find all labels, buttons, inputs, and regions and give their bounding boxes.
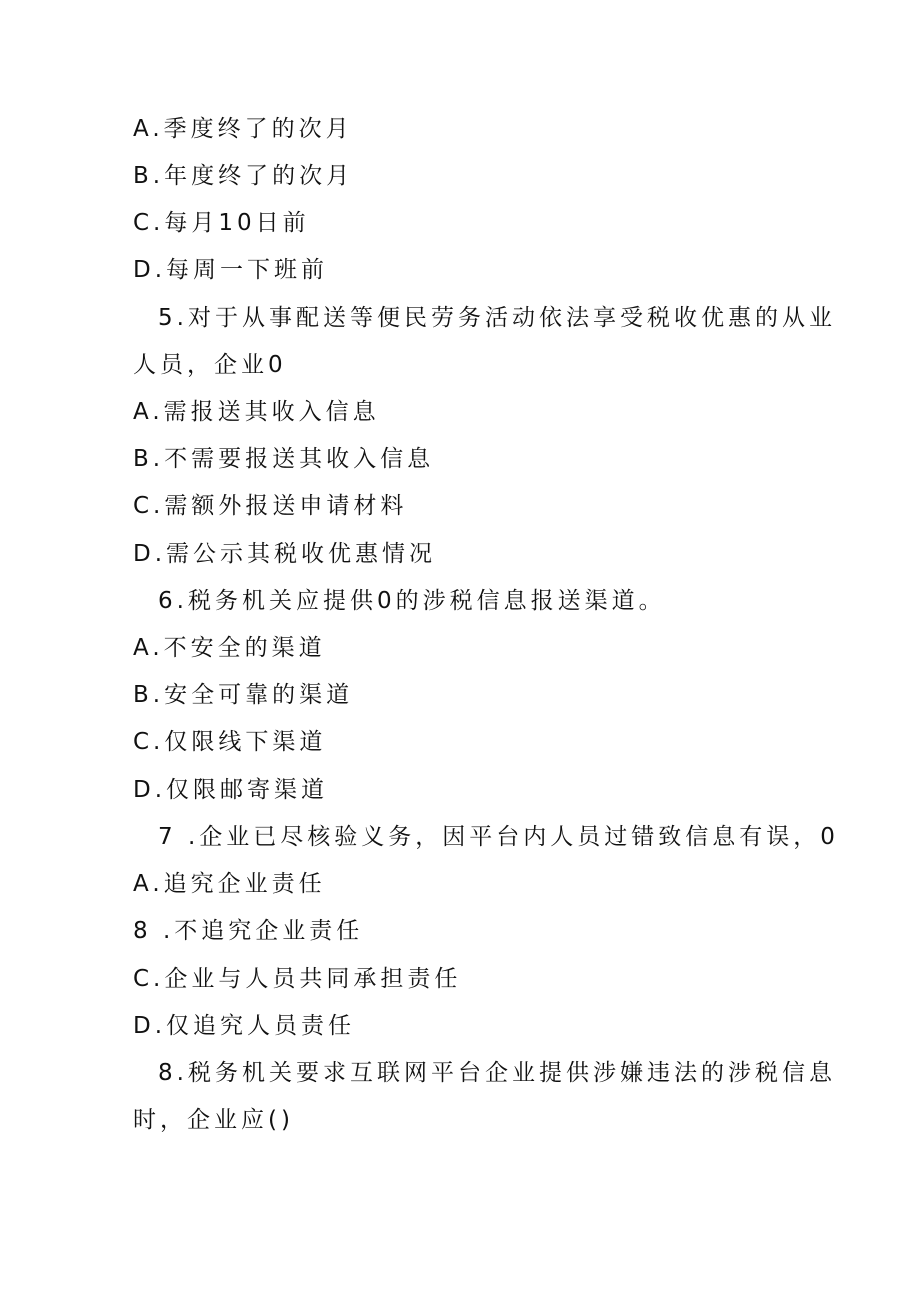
- q4-option-c: C.每月10日前: [133, 210, 310, 236]
- question-7: 7 .企业已尽核验义务，因平台内人员过错致信息有误，0: [158, 824, 839, 850]
- q4-option-a: A.季度终了的次月: [133, 116, 353, 142]
- question-8-line-2: 时，企业应(): [133, 1107, 294, 1133]
- q6-option-d: D.仅限邮寄渠道: [133, 777, 329, 803]
- q5-option-c: C.需额外报送申请材料: [133, 493, 408, 519]
- q4-option-d: D.每周一下班前: [133, 257, 329, 283]
- q5-option-a: A.需报送其收入信息: [133, 399, 380, 425]
- q5-option-d: D.需公示其税收优惠情况: [133, 541, 437, 567]
- q6-option-c: C.仅限线下渠道: [133, 729, 327, 755]
- q4-option-b: B.年度终了的次月: [133, 163, 354, 189]
- question-8-line-1: 8.税务机关要求互联网平台企业提供涉嫌违法的涉税信息: [158, 1060, 836, 1086]
- q7-option-a: A.追究企业责任: [133, 871, 326, 897]
- q5-option-b: B.不需要报送其收入信息: [133, 446, 435, 472]
- q7-option-c: C.企业与人员共同承担责任: [133, 966, 462, 992]
- q7-option-d: D.仅追究人员责任: [133, 1013, 356, 1039]
- question-5-line-1: 5.对于从事配送等便民劳务活动依法享受税收优惠的从业: [158, 305, 836, 331]
- q7-option-b: 8 .不追究企业责任: [133, 918, 364, 944]
- q6-option-b: B.安全可靠的渠道: [133, 682, 354, 708]
- q6-option-a: A.不安全的渠道: [133, 635, 326, 661]
- question-5-line-2: 人员，企业0: [133, 352, 287, 378]
- question-6: 6.税务机关应提供0的涉税信息报送渠道。: [158, 588, 666, 614]
